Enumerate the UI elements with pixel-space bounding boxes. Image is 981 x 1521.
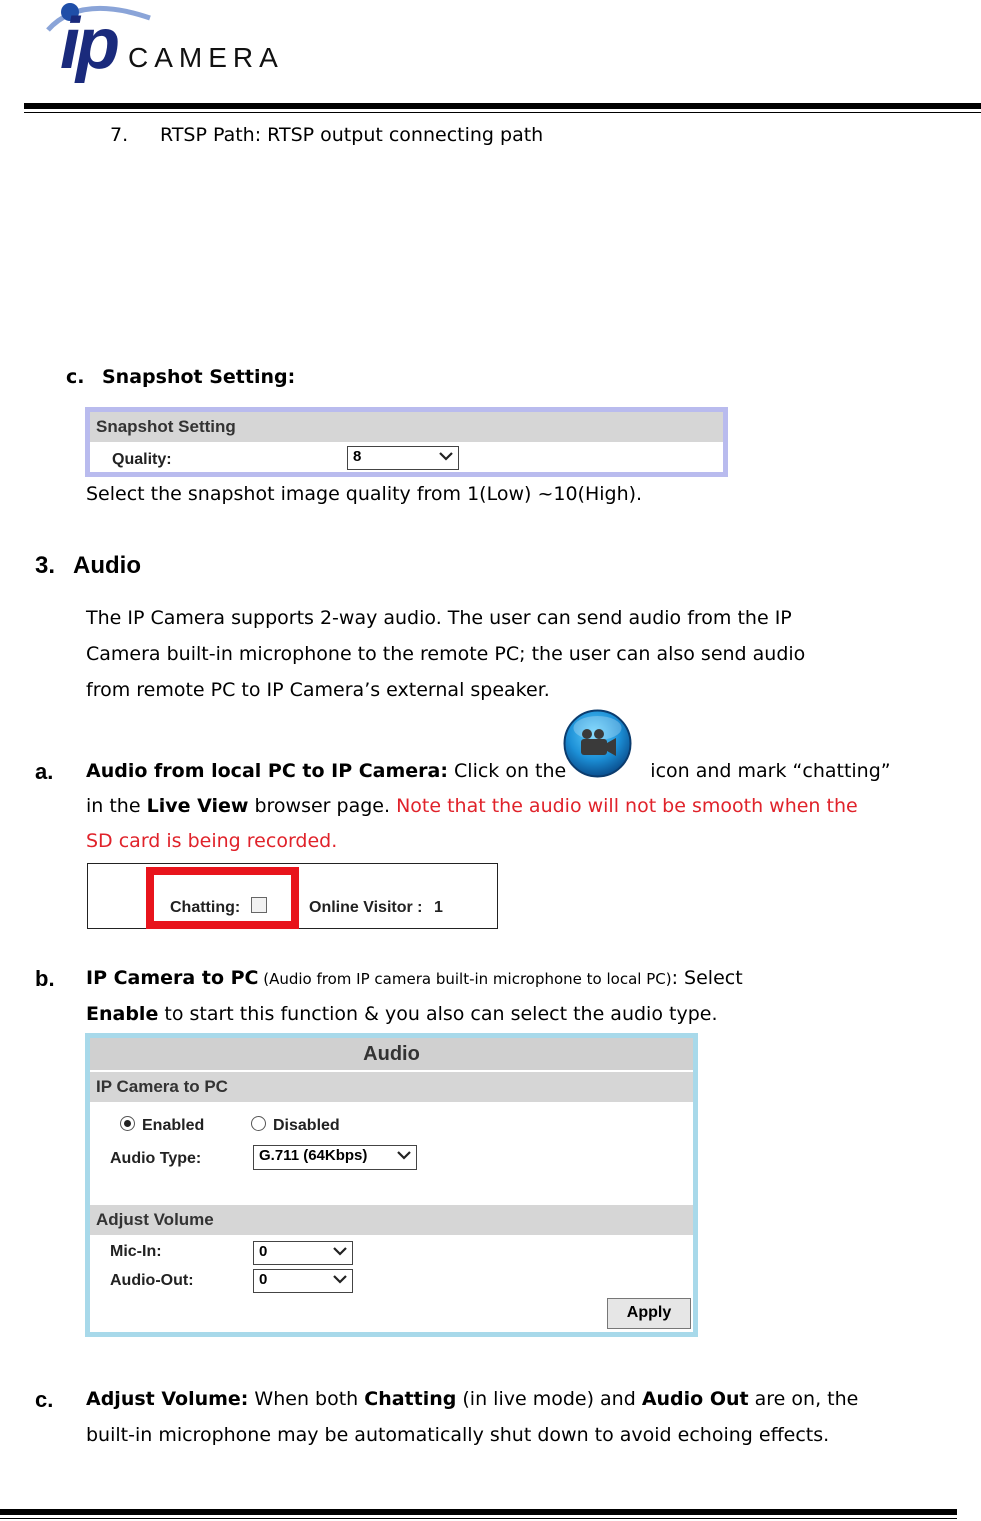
- enabled-label: Enabled: [142, 1117, 205, 1134]
- audio-out-value: 0: [259, 1271, 268, 1288]
- item-a-line-3: SD card is being recorded.: [86, 830, 338, 852]
- snapshot-heading: [66, 360, 296, 395]
- item-a-text-before-icon: Click on the: [447, 760, 573, 782]
- item-c-text1: When both: [248, 1388, 365, 1410]
- audio-out-label: Audio-Out:: [110, 1272, 194, 1289]
- enabled-radio[interactable]: [120, 1116, 135, 1131]
- logo-ip-text: ip: [60, 4, 116, 84]
- audio-out-select[interactable]: [253, 1269, 353, 1293]
- audio-panel-inner: [90, 1038, 693, 1332]
- item-a-marker: a.: [35, 759, 54, 784]
- item-c-marker: c.: [35, 1387, 54, 1412]
- item-a-note-red: Note that the audio will not be smooth when the: [396, 795, 858, 817]
- logo-camera-text: CAMERA: [128, 42, 284, 73]
- audio-panel-title: Audio: [90, 1038, 693, 1070]
- audio-intro-line-3: from remote PC to IP Camera’s external speaker.: [86, 679, 550, 701]
- item-b-line-1: [86, 961, 743, 997]
- online-visitor-count: 1: [434, 899, 443, 916]
- video-camera-icon: [562, 708, 633, 779]
- item-c-line-2: built-in microphone may be automatically shut down to avoid echoing effects.: [86, 1424, 830, 1446]
- rtsp-text: RTSP Path: RTSP output connecting path: [160, 124, 544, 146]
- video-camera-button-icon[interactable]: [562, 708, 633, 779]
- rtsp-item: [110, 118, 544, 153]
- item-a-line-2: [86, 789, 858, 824]
- audio-type-value: G.711 (64Kbps): [259, 1147, 368, 1164]
- audio-section-heading: [35, 550, 141, 582]
- chevron-down-icon: [333, 1245, 347, 1257]
- audio-panel: [85, 1033, 698, 1337]
- header-rule-thin: [24, 112, 981, 113]
- audio-section-ip-camera-to-pc: IP Camera to PC: [90, 1072, 693, 1102]
- item-c-text2: (in live mode) and: [456, 1388, 642, 1410]
- audio-section-title: Audio: [73, 552, 141, 579]
- item-b-small-note: (Audio from IP camera built-in microphone to local PC): [258, 970, 672, 988]
- snapshot-description: Select the snapshot image quality from 1(Low) ~10(High).: [86, 483, 643, 505]
- item-a-live-view: Live View: [146, 795, 249, 817]
- item-b-enable: Enable: [86, 1003, 159, 1025]
- item-a-line2-mid: browser page.: [248, 795, 397, 817]
- item-b-colon-select: : Select: [671, 967, 743, 989]
- header-rule-thick: [24, 103, 981, 109]
- item-b-bold-lead: IP Camera to PC: [86, 967, 259, 989]
- apply-button[interactable]: Apply: [607, 1298, 691, 1329]
- chevron-down-icon: [333, 1273, 347, 1285]
- rtsp-number: 7.: [110, 124, 129, 146]
- disabled-label: Disabled: [273, 1117, 340, 1134]
- audio-type-select[interactable]: [253, 1145, 417, 1170]
- item-c-chatting: Chatting: [364, 1388, 457, 1410]
- item-a-line2-prefix: in the: [86, 795, 147, 817]
- quality-select[interactable]: [347, 446, 459, 470]
- mic-in-select[interactable]: [253, 1241, 353, 1265]
- snapshot-marker: c.: [66, 366, 85, 388]
- item-c-audio-out: Audio Out: [641, 1388, 749, 1410]
- chevron-down-icon: [397, 1149, 411, 1161]
- chatting-checkbox[interactable]: [251, 897, 267, 913]
- disabled-radio[interactable]: [251, 1116, 266, 1131]
- item-b-line2-rest: to start this function & you also can select the audio type.: [158, 1003, 718, 1025]
- quality-label: Quality:: [112, 451, 172, 468]
- snapshot-panel-inner: [90, 412, 723, 472]
- item-b-line-2: [86, 997, 717, 1032]
- mic-in-label: Mic-In:: [110, 1243, 162, 1260]
- item-c-text3: are on, the: [748, 1388, 859, 1410]
- audio-section-adjust-volume: Adjust Volume: [90, 1205, 693, 1235]
- chevron-down-icon: [439, 450, 453, 462]
- footer-rule-thin: [0, 1518, 957, 1519]
- snapshot-heading-text: Snapshot Setting:: [102, 366, 296, 388]
- header-logo: [40, 0, 320, 95]
- online-visitor-label: Online Visitor :: [309, 899, 423, 916]
- snapshot-panel-title: Snapshot Setting: [90, 412, 723, 442]
- item-a-line-1: [86, 754, 891, 789]
- audio-section-number: 3.: [35, 552, 56, 579]
- quality-select-value: 8: [353, 448, 362, 465]
- chatting-panel: [87, 863, 498, 929]
- item-c-bold-lead: Adjust Volume:: [86, 1388, 249, 1410]
- item-a-text-after-icon: icon and mark “chatting”: [644, 760, 891, 782]
- snapshot-panel: [85, 407, 728, 477]
- audio-intro-line-2: Camera built-in microphone to the remote PC; the user can also send audio: [86, 643, 806, 665]
- item-c-line-1: [86, 1382, 858, 1417]
- item-a-bold-lead: Audio from local PC to IP Camera:: [86, 760, 448, 782]
- audio-type-label: Audio Type:: [110, 1150, 202, 1167]
- item-b-marker: b.: [35, 966, 55, 991]
- audio-intro-line-1: The IP Camera supports 2-way audio. The user can send audio from the IP: [86, 607, 792, 629]
- footer-rule-thick: [0, 1509, 957, 1515]
- chatting-label: Chatting:: [170, 899, 241, 916]
- mic-in-value: 0: [259, 1243, 268, 1260]
